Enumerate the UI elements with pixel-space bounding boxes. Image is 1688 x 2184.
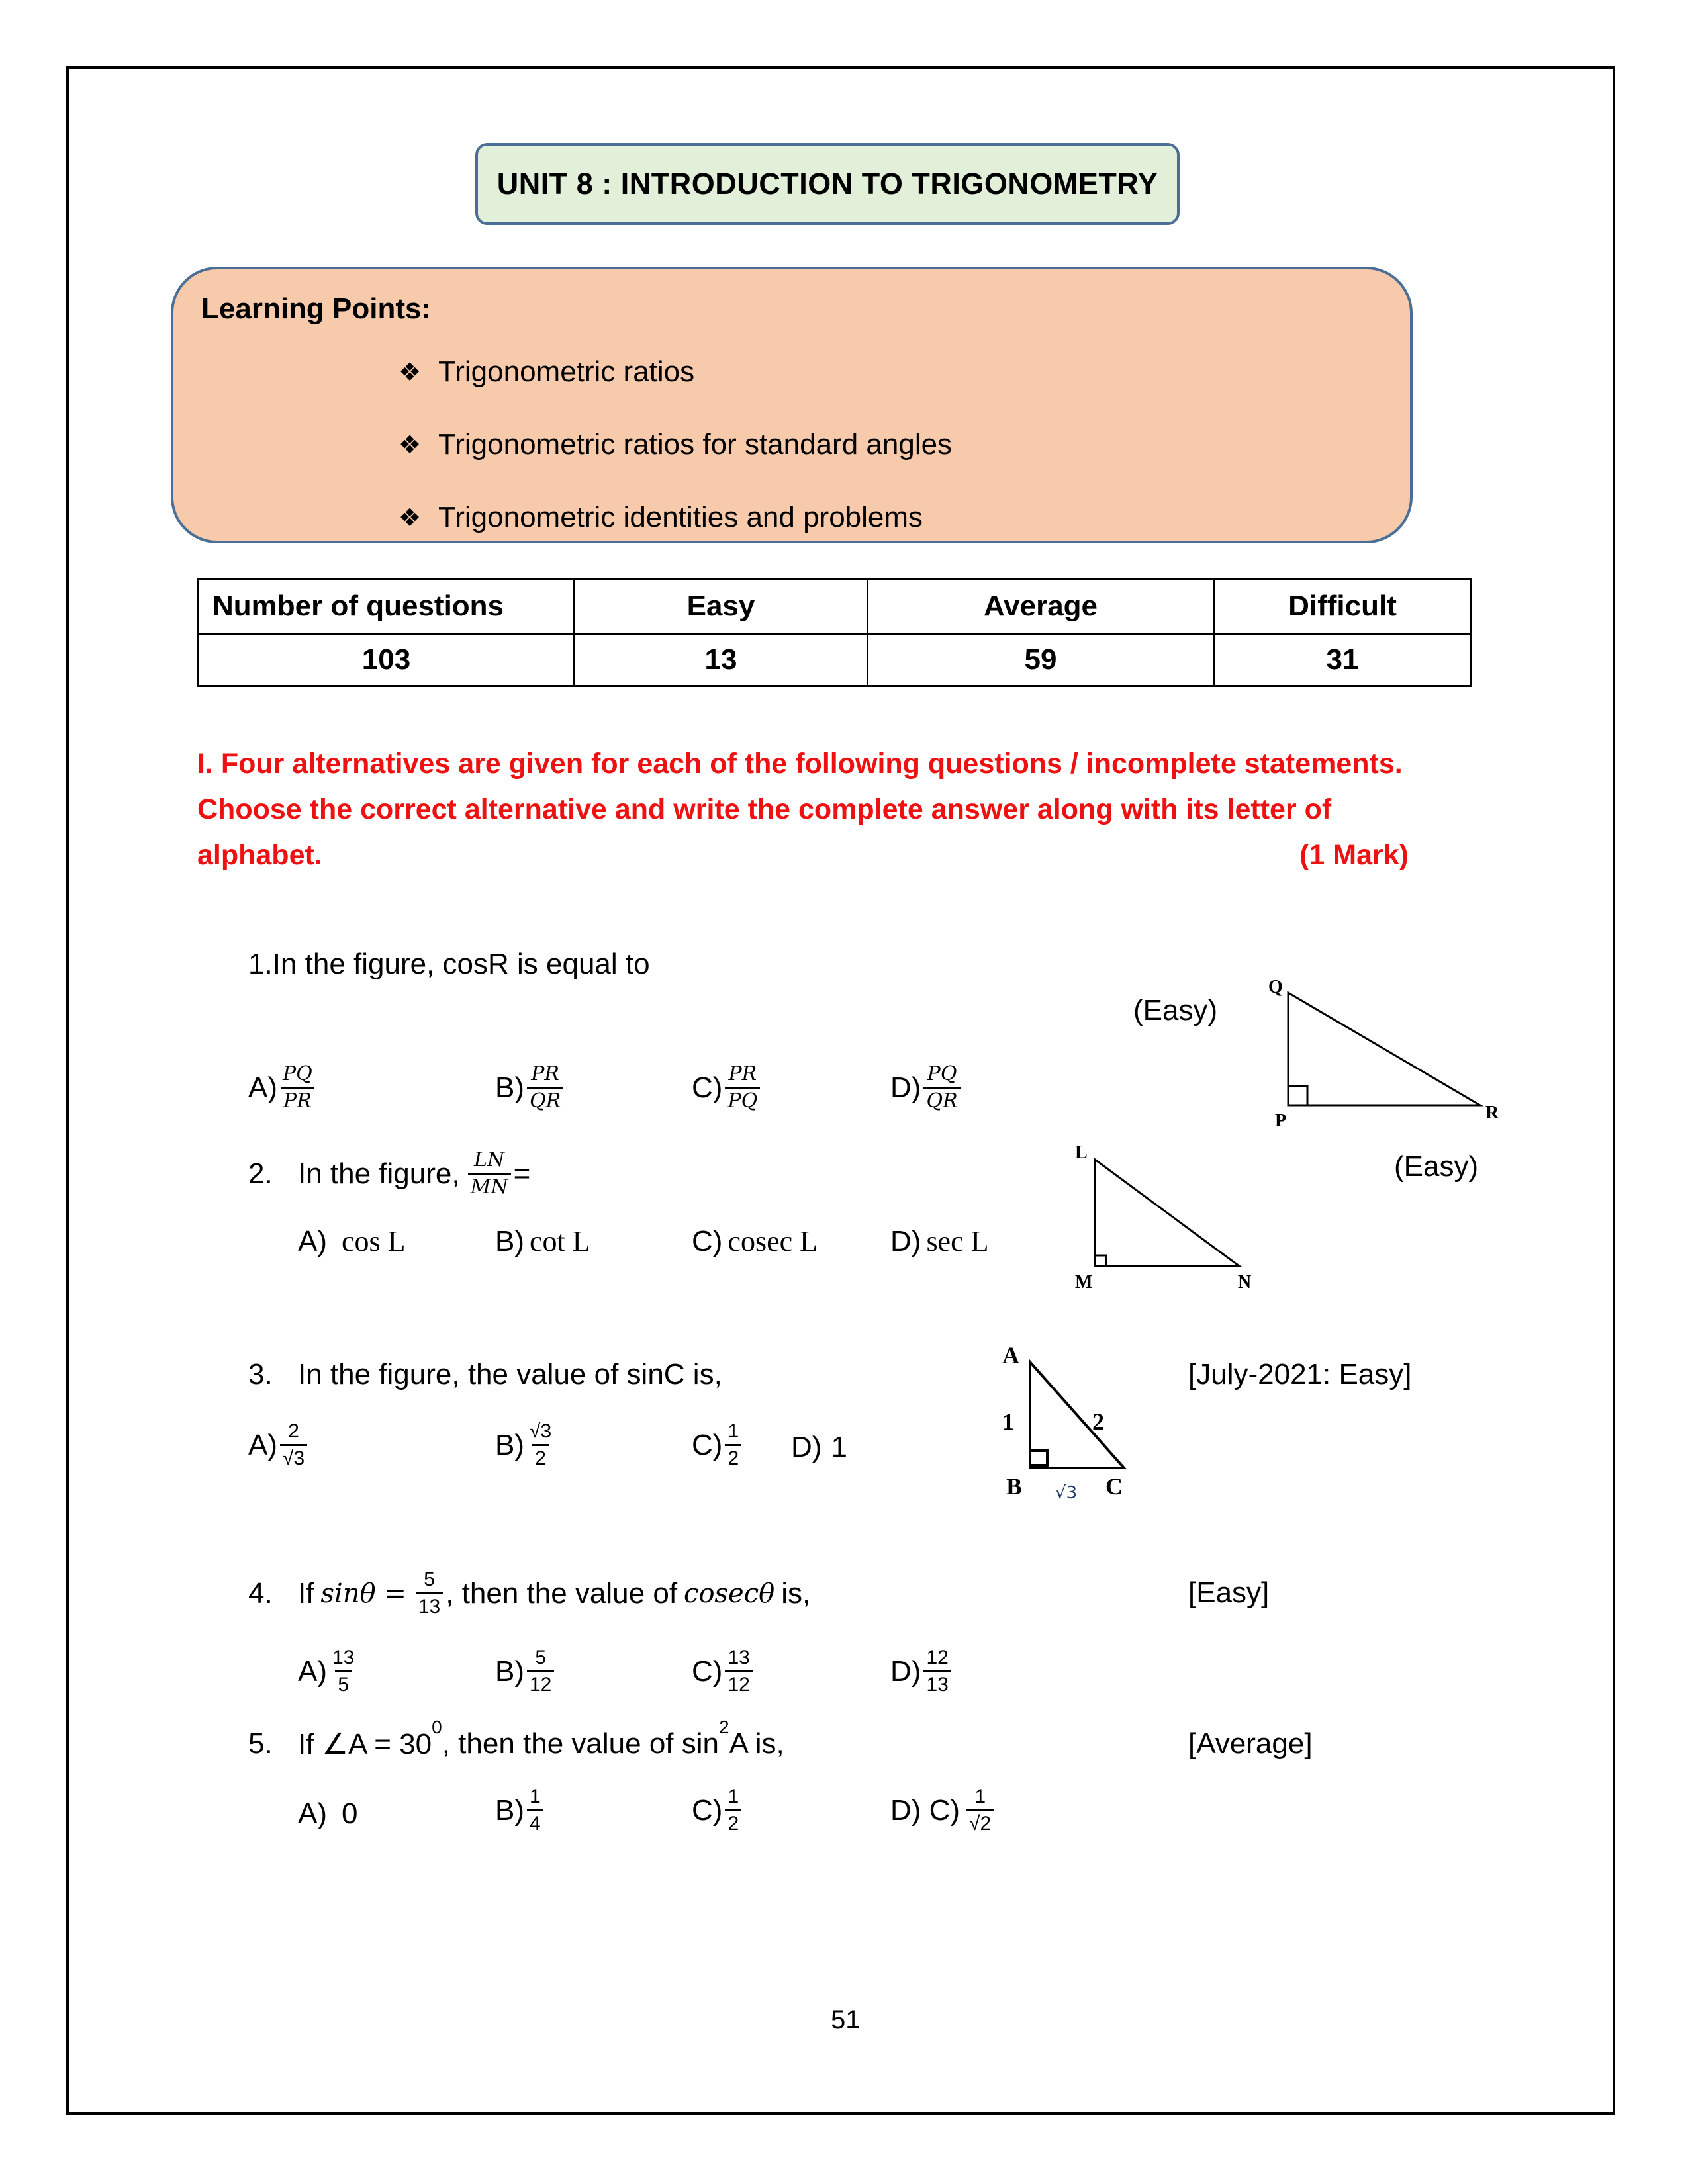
learning-points-box — [171, 267, 1413, 543]
option-label: A) — [298, 1655, 327, 1688]
option-b[interactable] — [495, 1648, 557, 1695]
option-label: C) — [692, 1794, 723, 1827]
triangle-pqr-figure — [1258, 973, 1509, 1132]
vertex-label: B — [1006, 1473, 1023, 1500]
vertex-label: L — [1075, 1142, 1088, 1163]
superscript: 2 — [718, 1717, 729, 1737]
diamond-bullet-icon: ❖ — [399, 358, 422, 387]
option-c[interactable] — [692, 1648, 755, 1695]
numerator: 1 — [727, 1786, 739, 1807]
option-d[interactable] — [890, 1648, 954, 1695]
option-a[interactable] — [298, 1224, 406, 1258]
unit-title-box — [475, 143, 1180, 225]
option-c[interactable] — [692, 1422, 744, 1469]
instruction-line: Choose the correct alternative and write the complete answer along with its letter of — [197, 794, 1332, 825]
side-length-label: 2 — [1092, 1408, 1104, 1435]
numerator: LN — [474, 1148, 505, 1171]
option-c[interactable] — [692, 1064, 763, 1111]
question-text: A is, — [729, 1727, 784, 1760]
option-label: B) — [495, 1224, 524, 1257]
equals-sign: = — [513, 1157, 531, 1190]
value-cell: 13 — [575, 634, 868, 686]
numerator: PQ — [283, 1062, 312, 1085]
table-header-row — [199, 579, 1472, 634]
denominator: QR — [923, 1087, 960, 1111]
side-length-label: √3 — [1055, 1483, 1078, 1503]
option-d[interactable] — [890, 1224, 989, 1258]
option-a[interactable] — [298, 1648, 359, 1695]
instruction-line: alphabet. — [197, 839, 322, 871]
option-value: 0 — [342, 1797, 358, 1830]
question-2-text — [248, 1150, 530, 1197]
numerator: √3 — [530, 1420, 552, 1442]
denominator: PR — [281, 1087, 314, 1111]
question-number: 2. — [248, 1157, 273, 1190]
header-cell: Easy — [575, 579, 868, 634]
option-label: C) — [692, 1071, 723, 1104]
question-text: If ∠A = 30 — [298, 1728, 432, 1760]
option-label: D) C) — [890, 1794, 961, 1827]
question-1-text — [248, 948, 650, 981]
option-label: D) — [890, 1224, 921, 1257]
denominator: 2 — [725, 1809, 741, 1834]
denominator: 2 — [532, 1444, 549, 1469]
section-instructions — [197, 741, 1481, 878]
option-a[interactable] — [298, 1797, 357, 1831]
value-cell: 59 — [868, 634, 1214, 686]
numerator: 13 — [727, 1647, 750, 1668]
numerator: 1 — [530, 1786, 541, 1807]
learning-points-heading: Learning Points: — [201, 293, 432, 325]
numerator: 1 — [974, 1786, 986, 1807]
vertex-label: A — [1002, 1342, 1019, 1369]
denominator: QR — [527, 1087, 563, 1111]
header-cell: Number of questions — [199, 579, 575, 634]
unit-title: UNIT 8 : INTRODUCTION TO TRIGONOMETRY — [496, 167, 1158, 201]
denominator: PQ — [725, 1087, 760, 1111]
math-expression: sinθ = — [320, 1578, 406, 1609]
option-c[interactable] — [692, 1224, 818, 1258]
page-number: 51 — [831, 2005, 861, 2034]
math-expression: cosecθ — [684, 1578, 775, 1609]
question-number: 4. — [248, 1576, 273, 1610]
learning-point-text: Trigonometric ratios for standard angles — [438, 428, 953, 461]
numerator: PQ — [927, 1062, 957, 1085]
learning-point-item — [399, 355, 694, 388]
denominator: 12 — [725, 1670, 752, 1695]
option-d[interactable] — [890, 1064, 963, 1111]
question-text: is, — [781, 1576, 811, 1610]
vertex-label: N — [1238, 1272, 1252, 1293]
vertex-label: P — [1275, 1111, 1287, 1131]
denominator: 13 — [923, 1670, 951, 1695]
option-label: B) — [495, 1428, 524, 1461]
option-label: A) — [248, 1071, 277, 1104]
option-label: C) — [692, 1224, 723, 1257]
question-text: In the figure, cosR is equal to — [272, 948, 650, 980]
triangle-abc-figure — [986, 1337, 1158, 1509]
option-d[interactable] — [791, 1431, 847, 1464]
triangle-lmn-figure — [1066, 1138, 1317, 1297]
option-value: 1 — [831, 1431, 847, 1463]
instruction-line: I. Four alternatives are given for each of the following questions / incomplete statements. — [197, 748, 1403, 780]
option-label: D) — [791, 1431, 822, 1463]
numerator: 13 — [332, 1647, 355, 1668]
denominator: √3 — [280, 1444, 307, 1469]
denominator: √2 — [966, 1809, 994, 1834]
option-value: cos L — [342, 1225, 406, 1257]
vertex-label: Q — [1268, 977, 1283, 997]
question-text: , then the value of sin — [442, 1727, 719, 1760]
marks-label: (1 Mark) — [1299, 839, 1409, 871]
header-cell: Difficult — [1214, 579, 1472, 634]
question-number: 5. — [248, 1727, 273, 1760]
denominator: 12 — [527, 1670, 554, 1695]
option-b[interactable] — [495, 1787, 546, 1834]
numerator: 5 — [424, 1569, 435, 1590]
learning-point-item — [399, 501, 923, 534]
numerator: 2 — [288, 1420, 299, 1442]
option-label: D) — [890, 1071, 921, 1104]
option-d[interactable] — [890, 1787, 996, 1834]
vertex-label: C — [1105, 1473, 1123, 1500]
numerator: 1 — [727, 1420, 739, 1442]
table-row — [199, 634, 1472, 686]
learning-point-text: Trigonometric identities and problems — [438, 501, 923, 533]
difficulty-tag: [Average] — [1188, 1727, 1313, 1760]
learning-point-item — [399, 428, 952, 461]
question-text: In the figure, the value of sinC is, — [298, 1358, 722, 1390]
denominator: 4 — [527, 1809, 543, 1834]
diamond-bullet-icon: ❖ — [399, 504, 422, 532]
question-5-text — [248, 1717, 784, 1761]
option-label: B) — [495, 1794, 524, 1827]
question-number: 1. — [248, 948, 273, 980]
question-text: , then the value of — [445, 1576, 678, 1610]
difficulty-tag: (Easy) — [1133, 994, 1218, 1026]
option-b[interactable] — [495, 1422, 557, 1469]
value-cell: 103 — [199, 634, 575, 686]
question-stats-table — [197, 578, 1472, 687]
difficulty-tag: (Easy) — [1394, 1150, 1479, 1183]
question-4-text — [248, 1570, 810, 1617]
option-label: C) — [692, 1428, 723, 1461]
question-text: In the figure, — [298, 1157, 460, 1190]
option-b[interactable] — [495, 1224, 590, 1258]
option-label: A) — [298, 1797, 327, 1830]
option-value: cot L — [530, 1225, 590, 1257]
option-a[interactable] — [248, 1064, 318, 1111]
option-c[interactable] — [692, 1787, 744, 1834]
numerator: 5 — [535, 1647, 547, 1668]
vertex-label: R — [1485, 1103, 1499, 1123]
denominator: MN — [468, 1173, 511, 1197]
option-value: cosec L — [727, 1225, 818, 1257]
side-length-label: 1 — [1002, 1408, 1014, 1435]
difficulty-tag: [July-2021: Easy] — [1188, 1358, 1412, 1390]
option-label: C) — [692, 1655, 723, 1688]
learning-point-text: Trigonometric ratios — [438, 355, 695, 388]
question-text: If — [298, 1576, 314, 1610]
option-label: B) — [495, 1071, 524, 1104]
option-label: B) — [495, 1655, 524, 1688]
denominator: 2 — [725, 1444, 741, 1469]
superscript: 0 — [432, 1717, 442, 1737]
question-number: 3. — [248, 1358, 273, 1390]
option-b[interactable] — [495, 1064, 566, 1111]
numerator: PR — [728, 1062, 757, 1085]
question-3-text — [248, 1358, 722, 1391]
header-cell: Average — [868, 579, 1214, 634]
value-cell: 31 — [1214, 634, 1472, 686]
option-a[interactable] — [248, 1422, 310, 1469]
denominator: 13 — [416, 1592, 443, 1617]
option-label: A) — [248, 1428, 277, 1461]
option-value: sec L — [926, 1225, 989, 1257]
option-label: A) — [298, 1224, 327, 1257]
numerator: 12 — [926, 1647, 949, 1668]
diamond-bullet-icon: ❖ — [399, 431, 422, 459]
difficulty-tag: [Easy] — [1188, 1576, 1270, 1609]
denominator: 5 — [335, 1670, 352, 1695]
vertex-label: M — [1075, 1272, 1093, 1293]
numerator: PR — [531, 1062, 559, 1085]
option-label: D) — [890, 1655, 921, 1688]
